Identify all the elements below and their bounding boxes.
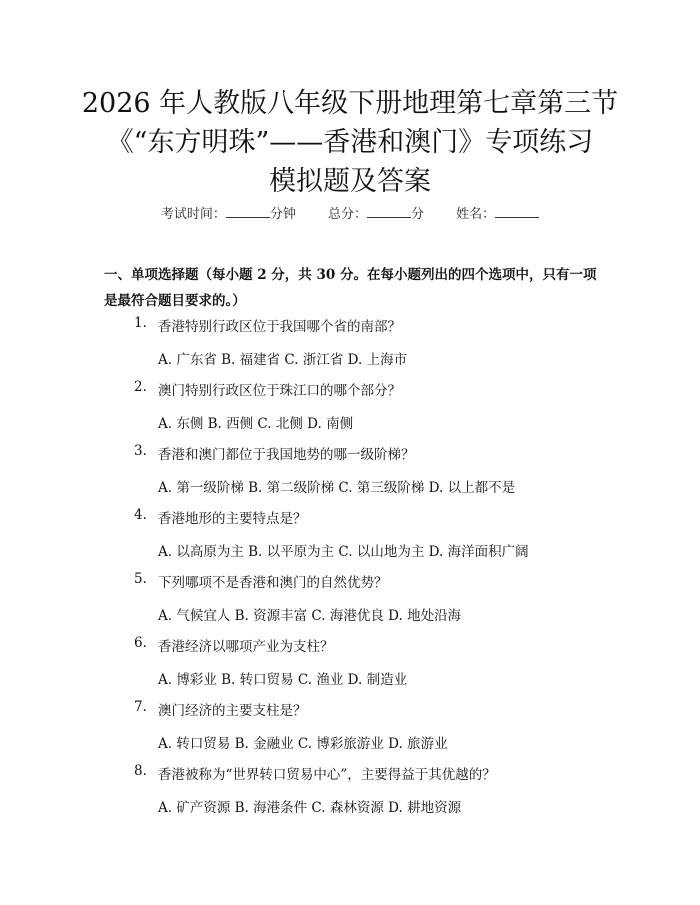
question-text: 香港经济以哪项产业为支柱？ bbox=[158, 639, 334, 655]
document-title bbox=[60, 84, 640, 201]
question-options: A. 广东省 B. 福建省 C. 浙江省 D. 上海市 bbox=[158, 352, 408, 368]
question-item bbox=[104, 507, 624, 571]
question-options: A. 以高原为主 B. 以平原为主 C. 以山地为主 D. 海洋面积广阔 bbox=[158, 544, 529, 560]
question-item bbox=[104, 699, 624, 763]
question-options: A. 矿产资源 B. 海港条件 C. 森林资源 D. 耕地资源 bbox=[158, 800, 462, 816]
question-item bbox=[104, 635, 624, 699]
question-text: 香港被称为“世界转口贸易中心”，主要得益于其优越的？ bbox=[158, 767, 496, 783]
time-label: 考试时间： bbox=[160, 207, 226, 222]
question-options: A. 气候宜人 B. 资源丰富 C. 海港优良 D. 地处沿海 bbox=[158, 608, 462, 624]
question-item bbox=[104, 571, 624, 635]
name-label: 姓名： bbox=[456, 207, 496, 222]
question-number: 4. bbox=[134, 507, 147, 523]
question-list bbox=[104, 315, 624, 827]
time-blank bbox=[226, 205, 270, 218]
question-number: 2. bbox=[134, 379, 147, 395]
exam-time bbox=[161, 205, 296, 225]
time-unit: 分钟 bbox=[269, 207, 296, 222]
exam-score bbox=[328, 205, 424, 225]
question-number: 6. bbox=[134, 635, 147, 651]
question-options: A. 转口贸易 B. 金融业 C. 博彩旅游业 D. 旅游业 bbox=[158, 736, 448, 752]
question-number: 3. bbox=[134, 443, 147, 459]
title-line-2: 《“东方明珠”——香港和澳门》专项练习 bbox=[106, 127, 594, 158]
score-blank bbox=[367, 205, 411, 218]
name-blank bbox=[495, 205, 539, 218]
exam-meta bbox=[0, 205, 700, 225]
question-item bbox=[104, 315, 624, 379]
question-item bbox=[104, 763, 624, 827]
question-text: 下列哪项不是香港和澳门的自然优势？ bbox=[158, 575, 388, 591]
question-options: A. 东侧 B. 西侧 C. 北侧 D. 南侧 bbox=[158, 416, 354, 432]
question-text: 澳门经济的主要支柱是？ bbox=[158, 703, 307, 719]
score-label: 总分： bbox=[327, 207, 367, 222]
score-unit: 分 bbox=[411, 207, 425, 222]
question-text: 香港和澳门都位于我国地势的哪一级阶梯？ bbox=[158, 447, 415, 463]
question-options: A. 博彩业 B. 转口贸易 C. 渔业 D. 制造业 bbox=[158, 672, 408, 688]
question-number: 8. bbox=[134, 763, 147, 779]
question-options: A. 第一级阶梯 B. 第二级阶梯 C. 第三级阶梯 D. 以上都不是 bbox=[158, 480, 516, 496]
question-item bbox=[104, 443, 624, 507]
question-item bbox=[104, 379, 624, 443]
section-heading: 一、单项选择题（每小题 2 分，共 30 分。在每小题列出的四个选项中，只有一项是最符合题目要求的。） bbox=[104, 267, 597, 309]
question-number: 7. bbox=[134, 699, 147, 715]
title-line-3: 模拟题及答案 bbox=[269, 166, 431, 197]
question-text: 香港特别行政区位于我国哪个省的南部？ bbox=[158, 319, 401, 335]
question-number: 1. bbox=[134, 315, 147, 331]
question-number: 5. bbox=[134, 571, 147, 587]
title-line-1: 2026 年人教版八年级下册地理第七章第三节 bbox=[81, 88, 619, 119]
exam-name bbox=[456, 205, 539, 225]
question-text: 澳门特别行政区位于珠江口的哪个部分？ bbox=[158, 383, 401, 399]
question-text: 香港地形的主要特点是？ bbox=[158, 511, 307, 527]
